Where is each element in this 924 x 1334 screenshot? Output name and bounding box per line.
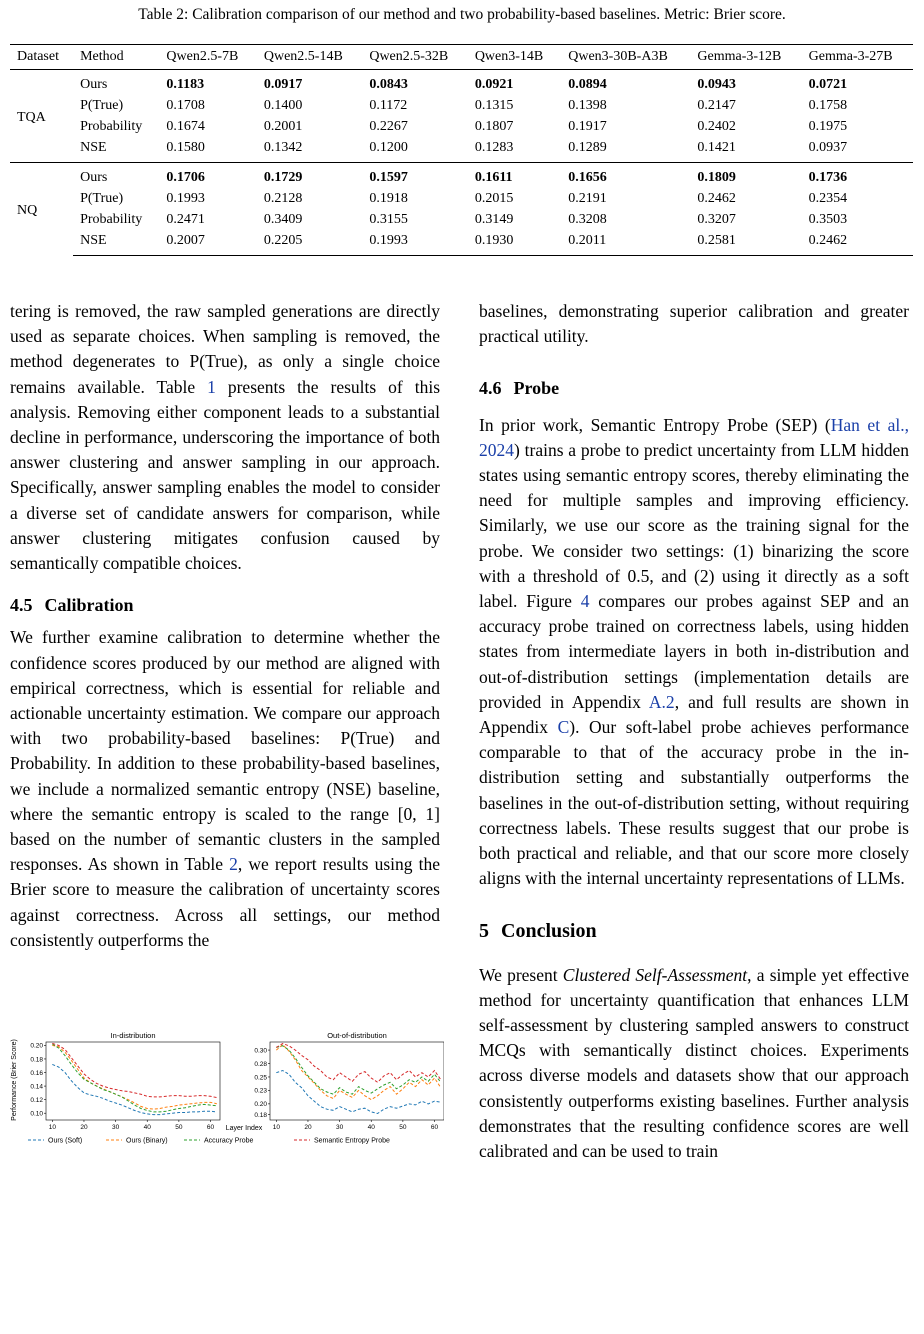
text-span: We further examine calibration to determine whether the confidence scores produced by our method are aligned with empirical correctness, which is essential for reliable and actionable uncertainty estimation. We compare our approach with two probability-based baselines: P(True) and Probability. In addition to these probability-based baselines, we include a normalized semantic entropy (NSE) baseline, where the semantic entropy is scaled to the range [0, 1] based on the number of semantic clusters in the sampled responses. As shown in Table (10, 627, 440, 875)
value-cell: 0.2462 (802, 230, 913, 256)
section-number: 4.5 (10, 595, 33, 616)
series-line-binary (276, 1045, 441, 1100)
column-header: Qwen2.5-32B (362, 45, 467, 70)
value-cell: 0.1183 (166, 76, 205, 92)
calibration-paragraph (10, 625, 440, 953)
calibration-conclusion-paragraph: baselines, demonstrating superior calibration and greater practical utility. (479, 301, 909, 347)
x-tick-label: 20 (304, 1124, 312, 1131)
column-header: Qwen3-30B-A3B (561, 45, 690, 70)
method-cell: P(True) (80, 97, 124, 113)
y-tick-label: 0.30 (254, 1047, 267, 1055)
value-cell: 0.1597 (362, 163, 467, 189)
x-tick-label: 50 (399, 1124, 407, 1131)
column-header: Dataset (10, 45, 73, 70)
method-cell: P(True) (80, 190, 124, 206)
panel-title: Out-of-distribution (327, 1031, 387, 1040)
value-cell: 0.2011 (561, 230, 690, 256)
method-cell: Probability (80, 211, 143, 227)
value-cell: 0.1342 (263, 139, 303, 155)
value-cell: 0.1993 (166, 190, 205, 206)
column-header: Method (73, 45, 159, 70)
section-4-5-heading (10, 593, 440, 618)
legend-label: Accuracy Probe (204, 1137, 254, 1145)
value-cell: 0.0721 (808, 76, 848, 92)
value-cell: 0.2001 (263, 118, 303, 134)
value-cell: 0.3208 (568, 211, 607, 227)
column-header: Gemma-3-12B (690, 45, 801, 70)
value-cell: 0.1930 (468, 230, 561, 256)
appendix-c-link[interactable]: C (557, 717, 570, 738)
method-cell: NSE (73, 230, 159, 256)
value-cell: 0.3149 (474, 211, 514, 227)
value-cell: 0.1656 (561, 163, 690, 189)
y-tick-label: 0.23 (254, 1087, 267, 1095)
value-cell: 0.2402 (697, 118, 736, 134)
value-cell: 0.3409 (263, 211, 303, 227)
value-cell: 0.2015 (474, 190, 514, 206)
x-tick-label: 10 (48, 1124, 56, 1131)
dataset-group (10, 163, 913, 256)
y-tick-label: 0.20 (30, 1042, 43, 1050)
value-cell: 0.2147 (697, 97, 736, 113)
value-cell: 0.0894 (568, 76, 607, 92)
value-cell: 0.1993 (362, 230, 467, 256)
appendix-a2-link[interactable]: A.2 (648, 691, 675, 712)
text-span: ). Our soft-label probe achieves performance comparable to that of the accuracy probe in the in-distribution setting and substantially outperforms the baselines in the out-of-distribution setting, without requiring correctness labels. These results suggest that our probe is both practical and reliable, and that our score more closely aligns with the internal uncertainty representations of LLMs. (479, 717, 909, 889)
table-row (10, 209, 913, 230)
method-cell: Probability (80, 118, 143, 134)
value-cell: 0.0921 (474, 76, 514, 92)
value-cell: 0.2007 (159, 230, 256, 256)
method-cell: NSE (80, 139, 107, 155)
y-tick-label: 0.18 (254, 1111, 267, 1119)
figure-4-link[interactable]: 4 (580, 591, 590, 612)
probe-chart (8, 1028, 444, 1148)
y-tick-label: 0.20 (254, 1101, 267, 1109)
x-tick-label: 30 (335, 1124, 344, 1131)
section-number: 4.6 (479, 378, 502, 399)
table-2-link[interactable]: 2 (229, 854, 238, 875)
value-cell: 0.1611 (468, 163, 561, 189)
text-span: , and full results are shown in Appendix (479, 691, 910, 738)
section-title: Conclusion (501, 920, 597, 943)
value-cell: 0.1975 (808, 118, 848, 134)
table-row (10, 230, 913, 256)
value-cell: 0.1736 (802, 163, 913, 189)
x-axis-label: Layer Index (225, 1125, 263, 1132)
section-4-6-heading (479, 376, 909, 401)
value-cell: 0.0937 (808, 139, 848, 155)
x-tick-label: 30 (111, 1124, 120, 1131)
text-span: compares our probes against SEP and an accuracy probe trained on correctness labels, using hidden states from intermediate layers in both in-distribution and out-of-distribution settings (implementation details are provided in Appendix (479, 591, 909, 712)
text-span: ) trains a probe to predict uncertainty from LLM hidden states using semantic entropy scores, thereby eliminating the need for multiple samples and improving efficiency. Similarly, we use our score as the training signal for the probe. We consider two settings: (1) binarizing the score with a threshold of 0.5, and (2) using it directly as a soft label. Figure (479, 439, 909, 612)
legend-label: Semantic Entropy Probe (314, 1137, 390, 1145)
table-caption: Table 2: Calibration comparison of our method and two probability-based baselines. Metric: Brier score. (138, 6, 786, 23)
y-tick-label: 0.10 (30, 1110, 43, 1118)
value-cell: 0.0943 (697, 76, 736, 92)
value-cell: 0.0843 (369, 76, 408, 92)
text-span: , a simple yet effective method for uncertainty quantification that enhances LLM self-assessment by clustering sampled answers to construct MCQs with semantically distinct choices. Experiments across diverse models and datasets show that our approach consistently outperforms existing baselines. Further analysis demonstrates that the resulting confidence scores are well calibrated and can be used to train (479, 964, 909, 1162)
value-cell: 0.1674 (166, 118, 205, 134)
text-span: , we report results using the Brier score to measure the calibration of uncertainty scores against correctness. Across all settings, our method consistently outperforms the (10, 854, 441, 950)
series-line-soft (276, 1071, 441, 1114)
column-header: Gemma-3-27B (802, 45, 913, 70)
x-tick-label: 10 (272, 1124, 280, 1131)
value-cell: 0.1400 (263, 97, 303, 113)
ablation-paragraph (10, 299, 440, 576)
x-tick-label: 20 (80, 1124, 88, 1131)
value-cell: 0.3503 (808, 211, 848, 227)
legend-label: Ours (Binary) (126, 1137, 168, 1145)
table-row (10, 163, 913, 189)
results-table (10, 44, 913, 256)
text-span: tering is removed, the raw sampled generations are directly used as separate choices. When sampling is removed, the method degenerates to P(True), as only a single choice remains available. Table (10, 301, 440, 397)
x-tick-label: 50 (175, 1124, 183, 1131)
value-cell: 0.2267 (369, 118, 408, 134)
value-cell: 0.1580 (166, 139, 205, 155)
value-cell: 0.2581 (690, 230, 801, 256)
y-tick-label: 0.14 (30, 1083, 43, 1091)
probe-figure (8, 1028, 444, 1148)
value-cell: 0.1917 (568, 118, 607, 134)
citation-link[interactable]: Han et al., 2024 (479, 414, 909, 460)
value-cell: 0.1809 (690, 163, 801, 189)
y-tick-label: 0.12 (30, 1096, 43, 1104)
text-span: In prior work, Semantic Entropy Probe (SEP) ( (479, 414, 831, 435)
x-tick-label: 60 (430, 1124, 439, 1131)
series-line-sep (276, 1044, 441, 1083)
table-1-link[interactable]: 1 (207, 376, 216, 397)
value-cell: 0.3207 (697, 211, 736, 227)
x-tick-label: 40 (367, 1124, 375, 1131)
text-span: We present (479, 964, 563, 985)
method-name: Clustered Self-Assessment (562, 964, 748, 985)
x-tick-label: 40 (143, 1124, 151, 1131)
table-header-row (10, 45, 913, 70)
table-row (10, 137, 913, 163)
value-cell: 0.2205 (257, 230, 362, 256)
panel-title: In-distribution (110, 1031, 156, 1040)
value-cell: 0.1758 (808, 97, 848, 113)
y-tick-label: 0.16 (30, 1069, 43, 1077)
value-cell: 0.1289 (568, 139, 607, 155)
value-cell: 0.1200 (369, 139, 408, 155)
left-column (10, 299, 440, 953)
value-cell: 0.1315 (474, 97, 514, 113)
section-number: 5 (479, 920, 489, 943)
y-axis-label: Performance (Brier Score) (11, 1039, 18, 1121)
section-title: Calibration (44, 595, 134, 616)
legend-label: Ours (Soft) (48, 1137, 83, 1145)
conclusion-paragraph (479, 963, 909, 1165)
column-header: Qwen2.5-7B (159, 45, 256, 70)
right-column (479, 299, 909, 1164)
table-row (10, 95, 913, 116)
series-line-sep (52, 1043, 217, 1097)
value-cell: 0.2128 (263, 190, 303, 206)
value-cell: 0.1807 (474, 118, 514, 134)
value-cell: 0.3155 (369, 211, 408, 227)
value-cell: 0.0917 (263, 76, 303, 92)
table-row (10, 70, 913, 96)
probe-paragraph (479, 413, 909, 892)
method-cell: Ours (80, 76, 108, 92)
section-title: Probe (513, 378, 560, 399)
table-row (10, 116, 913, 137)
x-tick-label: 60 (206, 1124, 215, 1131)
value-cell: 0.1729 (257, 163, 362, 189)
value-cell: 0.1398 (568, 97, 607, 113)
y-tick-label: 0.25 (254, 1074, 267, 1082)
value-cell: 0.1421 (697, 139, 736, 155)
column-header: Qwen2.5-14B (257, 45, 362, 70)
section-5-heading (479, 919, 909, 944)
panel-frame (270, 1042, 444, 1120)
table-row (10, 188, 913, 209)
series-line-acc (52, 1044, 217, 1112)
value-cell: 0.1283 (474, 139, 514, 155)
dataset-group (10, 70, 913, 163)
value-cell: 0.2462 (697, 190, 736, 206)
value-cell: 0.1918 (369, 190, 408, 206)
value-cell: 0.1172 (369, 97, 408, 113)
dataset-cell: TQA (17, 110, 46, 125)
dataset-cell: NQ (10, 163, 73, 256)
series-line-binary (52, 1045, 217, 1109)
y-tick-label: 0.28 (254, 1060, 267, 1068)
value-cell: 0.2191 (568, 190, 607, 206)
value-cell: 0.2471 (166, 211, 205, 227)
value-cell: 0.1708 (166, 97, 205, 113)
value-cell: 0.1706 (159, 163, 256, 189)
value-cell: 0.2354 (808, 190, 848, 206)
y-tick-label: 0.18 (30, 1056, 43, 1064)
column-header: Qwen3-14B (468, 45, 561, 70)
method-cell: Ours (73, 163, 159, 189)
text-span: presents the results of this analysis. Removing either component leads to a substantial decline in performance, underscoring the importance of both answer clustering and answer sampling in our approach. Specifically, answer sampling enables the model to consider a diverse set of candidate answers for comparison, while answer clustering mitigates confusion caused by semantically compatible choices. (10, 376, 441, 574)
